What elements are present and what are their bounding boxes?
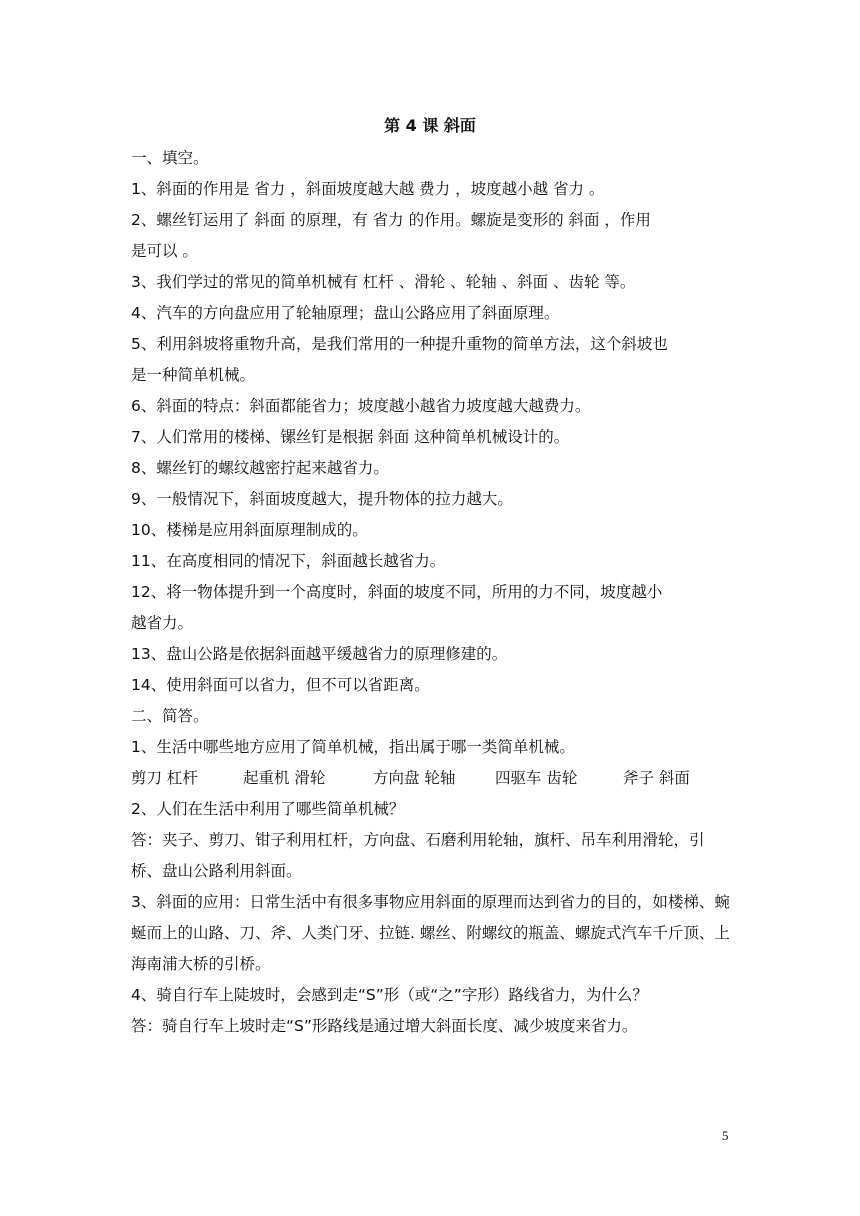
answer-pair: 起重机 滑轮 (243, 769, 326, 787)
short-question-1: 1、生活中哪些地方应用了简单机械，指出属于哪一类简单机械。 (131, 738, 575, 756)
short-question-4: 4、骑自行车上陡坡时，会感到走“S”形（或“之”字形）路线省力，为什么？ (131, 986, 648, 1004)
answer-pair: 斧子 斜面 (623, 769, 690, 787)
lesson-title: 第 4 课 斜面 (384, 116, 476, 135)
section-heading-fill-blank: 一、填空。 (131, 149, 209, 167)
fill-item-3: 3、我们学过的常见的简单机械有 杠杆 、滑轮 、轮轴 、斜面 、齿轮 等。 (131, 273, 636, 291)
short-answer-1-row (131, 763, 731, 794)
answer-pair: 剪刀 杠杆 (131, 769, 198, 787)
fill-item-8: 8、螺丝钉的螺纹越密拧起来越省力。 (131, 459, 389, 477)
fill-item-1: 1、斜面的作用是 省力 ，斜面坡度越大越 费力 ，坡度越小越 省力 。 (131, 180, 605, 198)
fill-item-11: 11、在高度相同的情况下，斜面越长越省力。 (131, 552, 446, 570)
fill-item-6: 6、斜面的特点：斜面都能省力；坡度越小越省力坡度越大越费力。 (131, 397, 591, 415)
fill-item-13: 13、盘山公路是依据斜面越平缓越省力的原理修建的。 (131, 645, 508, 663)
page-number: 5 (722, 1128, 729, 1143)
short-answer-2: 答：夹子、剪刀、钳子利用杠杆，方向盘、石磨利用轮轴，旗杆、吊车利用滑轮，引桥、盘山公路利用斜面。 (131, 831, 705, 880)
fill-item-2-line-1: 2、螺丝钉运用了 斜面 的原理，有 省力 的作用。螺旋是变形的 斜面 ，作用 (131, 211, 651, 229)
document-body (131, 143, 731, 1042)
fill-item-12-line-2: 越省力。 (131, 614, 194, 632)
answer-pair: 方向盘 轮轴 (373, 769, 456, 787)
short-answer-4: 答：骑自行车上坡时走“S”形路线是通过增大斜面长度、减少坡度来省力。 (131, 1017, 638, 1035)
section-heading-short-answer: 二、简答。 (131, 707, 209, 725)
short-question-3: 3、斜面的应用：日常生活中有很多事物应用斜面的原理而达到省力的目的，如楼梯、蜿蜒而上的山路、刀、斧、人类门牙、拉链. 螺丝、附螺纹的瓶盖、螺旋式汽车千斤顶、上海南浦大桥的引桥。 (131, 893, 730, 973)
answer-pair: 四驱车 齿轮 (495, 769, 578, 787)
fill-item-12-line-1: 12、将一物体提升到一个高度时，斜面的坡度不同，所用的力不同，坡度越小 (131, 583, 663, 601)
fill-item-2-line-2: 是可以 。 (131, 242, 198, 260)
fill-item-10: 10、楼梯是应用斜面原理制成的。 (131, 521, 368, 539)
fill-item-9: 9、一般情况下，斜面坡度越大，提升物体的拉力越大。 (131, 490, 513, 508)
short-question-2: 2、人们在生活中利用了哪些简单机械？ (131, 800, 405, 818)
fill-item-7: 7、人们常用的楼梯、镙丝钉是根据 斜面 这种简单机械设计的。 (131, 428, 570, 446)
fill-item-5-line-1: 5、利用斜坡将重物升高，是我们常用的一种提升重物的简单方法，这个斜坡也 (131, 335, 668, 353)
fill-item-4: 4、汽车的方向盘应用了轮轴原理；盘山公路应用了斜面原理。 (131, 304, 560, 322)
fill-item-14: 14、使用斜面可以省力，但不可以省距离。 (131, 676, 430, 694)
fill-item-5-line-2: 是一种简单机械。 (131, 366, 256, 384)
